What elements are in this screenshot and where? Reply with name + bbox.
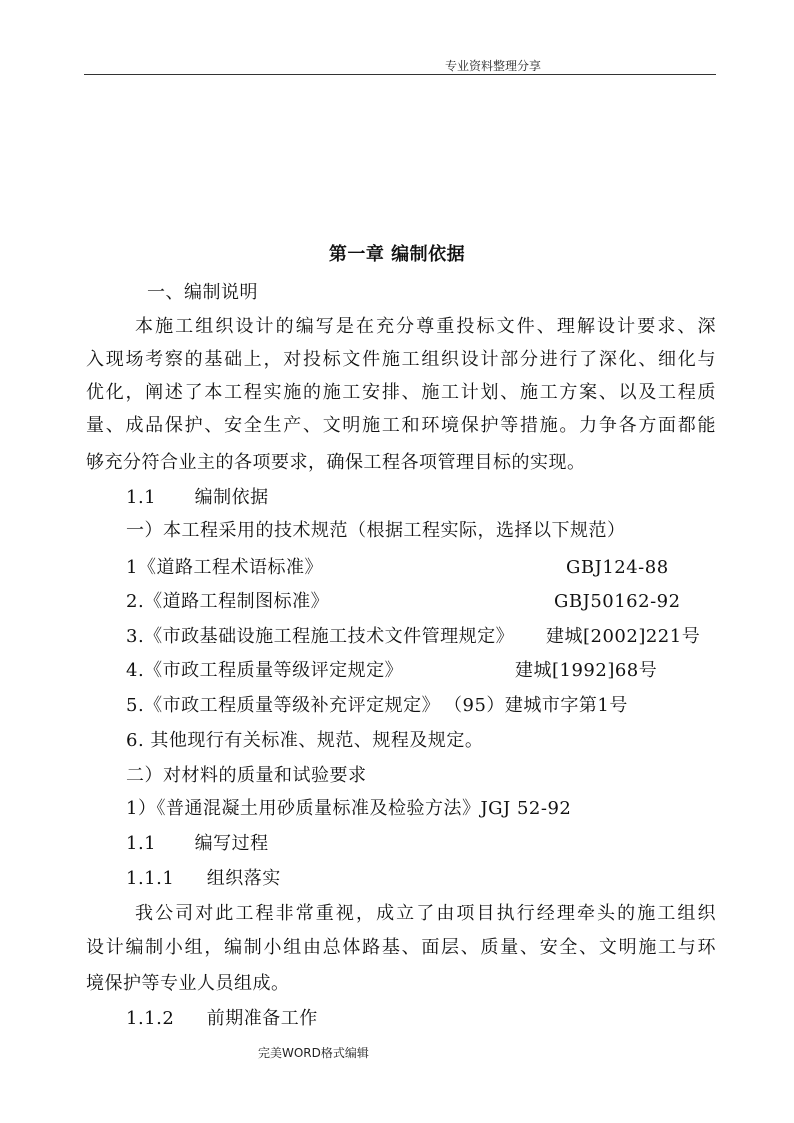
subsection-label: 编制依据 <box>194 487 269 508</box>
subsection-heading <box>126 1007 318 1031</box>
standard-code: GBJ124-88 <box>566 557 669 578</box>
standard-name: 4.《市政工程质量等级评定规定》 <box>126 660 404 681</box>
list-item: 6. 其他现行有关标准、规范、规程及规定。 <box>126 730 484 751</box>
list-heading: 二）对材料的质量和试验要求 <box>126 765 367 786</box>
standard-code: （95）建城市字第1号 <box>444 695 628 716</box>
paragraph-line: 够充分符合业主的各项要求，确保工程各项管理目标的实现。 <box>86 452 586 473</box>
list-heading: 一）本工程采用的技术规范（根据工程实际，选择以下规范） <box>126 520 626 541</box>
subsection-heading <box>126 486 269 510</box>
paragraph-line: 入现场考察的基础上，对投标文件施工组织设计部分进行了深化、细化与 <box>86 349 716 370</box>
standard-name: 5.《市政工程质量等级补充评定规定》 <box>126 695 441 716</box>
standard-code: GBJ50162-92 <box>554 591 681 612</box>
standard-name: 3.《市政基础设施工程施工技术文件管理规定》 <box>126 626 515 647</box>
subsection-number: 1.1 <box>126 833 157 854</box>
section-heading: 一、编制说明 <box>147 282 258 303</box>
subsection-label: 组织落实 <box>206 868 281 889</box>
subsection-number: 1.1 <box>126 487 157 508</box>
paragraph-line: 量、成品保护、安全生产、文明施工和环境保护等措施。力争各方面都能 <box>86 415 716 436</box>
subsection-label: 编写过程 <box>194 833 269 854</box>
paragraph-line: 境保护等专业人员组成。 <box>86 973 290 994</box>
paragraph-line: 本施工组织设计的编写是在充分尊重投标文件、理解设计要求、深 <box>135 316 716 337</box>
page-footer-text: 完美WORD格式编辑 <box>258 1046 369 1060</box>
paragraph-line: 优化，阐述了本工程实施的施工安排、施工计划、施工方案、以及工程质 <box>86 382 716 403</box>
chapter-title: 第一章 编制依据 <box>328 244 466 265</box>
subsection-label: 前期准备工作 <box>206 1008 318 1029</box>
subsection-number: 1.1.2 <box>126 1008 175 1029</box>
page-header-text: 专业资料整理分享 <box>445 59 542 73</box>
paragraph-line: 设计编制小组，编制小组由总体路基、面层、质量、安全、文明施工与环 <box>86 937 716 958</box>
subsection-number: 1.1.1 <box>126 868 175 889</box>
standard-name: 1《道路工程术语标准》 <box>126 557 323 578</box>
header-divider <box>84 74 716 75</box>
subsection-heading <box>126 832 269 856</box>
standard-code: 建城[2002]221号 <box>546 626 701 647</box>
list-item: 1）《普通混凝土用砂质量标准及检验方法》JGJ 52-92 <box>126 798 572 819</box>
standard-name: 2.《道路工程制图标准》 <box>126 591 330 612</box>
standard-code: 建城[1992]68号 <box>515 660 658 681</box>
subsection-heading <box>126 867 281 891</box>
paragraph-line: 我公司对此工程非常重视，成立了由项目执行经理牵头的施工组织 <box>135 903 716 924</box>
